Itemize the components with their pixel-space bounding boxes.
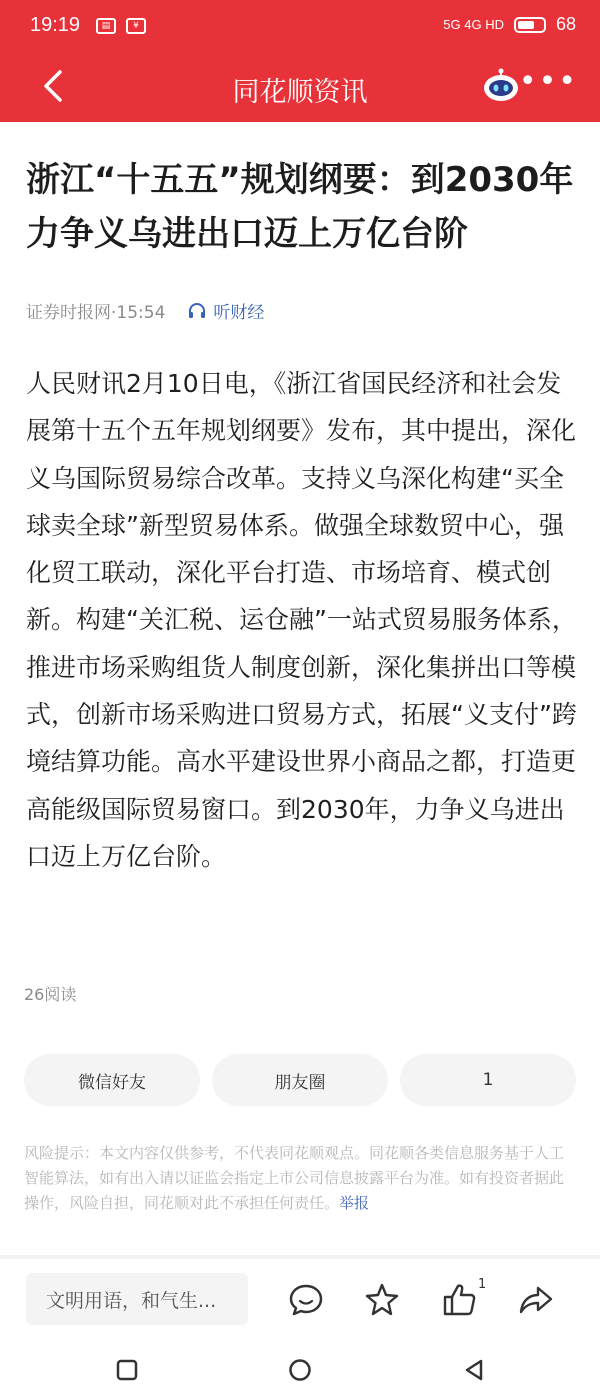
share-moments-button[interactable]: 朋友圈 (212, 1054, 388, 1106)
report-link[interactable]: 举报 (339, 1194, 370, 1212)
risk-notice (24, 1141, 576, 1216)
listen-button[interactable] (187, 298, 264, 323)
comment-icon[interactable] (288, 1280, 324, 1320)
divider (0, 1255, 600, 1259)
article-source: 证券时报网·15:54 (26, 303, 166, 323)
status-right (443, 14, 576, 35)
like-count-badge: 1 (478, 1277, 487, 1292)
nav-title: 同花顺资讯 (232, 77, 368, 108)
risk-text: 风险提示：本文内容仅供参考，不代表同花顺观点。同花顺各类信息服务基于人工智能算法，如有出入请以证监会指定上市公司信息披露平台为准。如有投资者据此操作，风险自担，同花顺对此不承担任何责任。 (24, 1144, 565, 1212)
read-count: 26阅读 (24, 985, 77, 1004)
like-pill-button[interactable]: 1 (400, 1054, 576, 1106)
listen-label: 听财经 (213, 303, 265, 323)
network-indicator: 5G 4G HD (443, 17, 504, 32)
status-bar (0, 0, 600, 52)
more-horizontal-icon[interactable]: ••• (518, 64, 578, 99)
comment-input[interactable]: 文明用语，和气生... (26, 1273, 248, 1325)
article-body: 人民财讯2月10日电，《浙江省国民经济和社会发展第十五个五年规划纲要》发布，其中提出，深化义乌国际贸易综合改革。支持义乌深化构建“买全球卖全球”新型贸易体系。做强全球数贸中心，强化贸工联动，深化平台打造、市场培育、模式创新。构建“关汇税、运仓融”一站式贸易服务体系，推进市场采购组货人制度创新，深化集拼出口等模式，创新市场采购进口贸易方式，拓展“义支付”跨境结算功能。高水平建设世界小商品之都，打造更高能级国际贸易窗口。到2030年，力争义乌进出口迈上万亿台阶。 (26, 369, 577, 871)
robot-assistant-icon[interactable] (482, 67, 520, 105)
shield-yen-icon: ¥ (126, 18, 146, 34)
star-icon[interactable] (364, 1280, 400, 1320)
home-icon[interactable] (288, 1358, 312, 1382)
status-time: 19:19 (30, 14, 81, 36)
app-notification-icon: ▤ (96, 18, 116, 34)
share-wechat-friends-button[interactable]: 微信好友 (24, 1054, 200, 1106)
top-nav-bar (0, 52, 600, 122)
recent-apps-icon[interactable] (115, 1358, 139, 1382)
system-navigation-bar (0, 1340, 600, 1400)
thumbs-up-icon[interactable] (442, 1280, 478, 1320)
back-triangle-icon[interactable] (462, 1358, 486, 1382)
battery-level: 68 (555, 14, 576, 34)
article-meta (26, 298, 264, 323)
headphones-icon (187, 301, 207, 321)
battery-icon (514, 17, 546, 33)
article-title: 浙江“十五五”规划纲要：到2030年力争义乌进出口迈上万亿台阶 (26, 160, 574, 254)
share-icon[interactable] (518, 1280, 554, 1320)
